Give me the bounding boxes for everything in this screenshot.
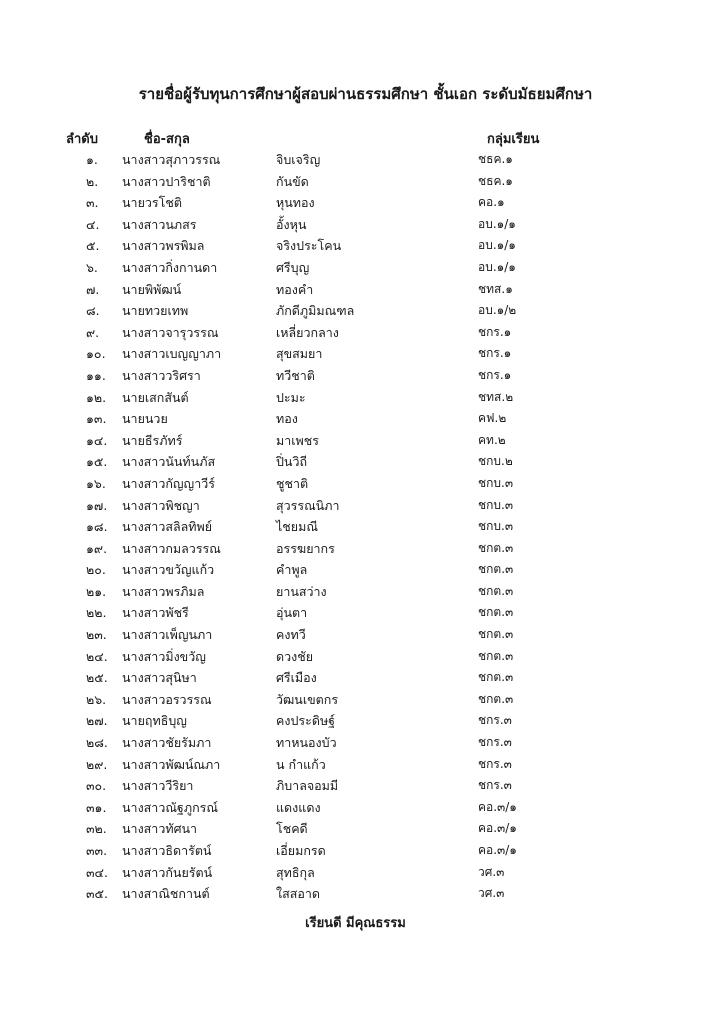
last-name: ชูชาติ bbox=[276, 475, 309, 491]
list-item bbox=[0, 625, 711, 647]
row-number: ๒. bbox=[86, 173, 99, 189]
last-name: จริงประโคน bbox=[276, 238, 342, 254]
row-number: ๘. bbox=[86, 303, 100, 319]
first-name: นางสาวธิดารัตน์ bbox=[122, 843, 212, 858]
row-number: ๗. bbox=[86, 281, 100, 297]
list-item bbox=[0, 711, 711, 733]
first-name: นางสาววีริยา bbox=[122, 778, 194, 794]
class-group: คท.๒ bbox=[478, 432, 506, 447]
row-number: ๕. bbox=[86, 238, 100, 254]
row-number: ๓๔. bbox=[86, 864, 108, 880]
last-name: ปะมะ bbox=[276, 389, 306, 405]
class-group: ชกร.๑ bbox=[478, 324, 512, 339]
last-name: ใสสอาด bbox=[276, 886, 321, 902]
first-name: นางสาวนันท์นภัส bbox=[122, 454, 216, 470]
class-group: ชกต.๓ bbox=[478, 648, 514, 663]
last-name: คงทวี bbox=[276, 627, 306, 643]
last-name: ดวงชัย bbox=[276, 648, 314, 664]
row-number: ๒๙. bbox=[86, 756, 108, 772]
class-group: อบ.๑/๑ bbox=[478, 216, 516, 231]
list-item bbox=[0, 690, 711, 712]
last-name: ไชยมณี bbox=[276, 519, 318, 535]
row-number: ๑๗. bbox=[86, 497, 108, 513]
class-group: วศ.๓ bbox=[478, 886, 505, 901]
first-name: นางสาวกิ่งกานดา bbox=[122, 259, 218, 275]
row-number: ๑๙. bbox=[86, 540, 108, 556]
list-item bbox=[0, 517, 711, 539]
last-name: เอี่ยมกรด bbox=[276, 843, 326, 858]
list-item bbox=[0, 884, 711, 906]
last-name: ยานสว่าง bbox=[276, 583, 327, 599]
row-number: ๓. bbox=[86, 195, 99, 211]
class-group: ชกบ.๓ bbox=[478, 519, 514, 534]
list-item bbox=[0, 409, 711, 431]
row-number: ๑๖. bbox=[86, 475, 106, 491]
page-title: รายชื่อผู้รับทุนการศึกษาผู้สอบผ่านธรรมศึกษา ชั้นเอก ระดับมัธยมศึกษา bbox=[138, 85, 593, 103]
header-order: ลำดับ bbox=[66, 132, 98, 147]
last-name: ภักดีภูมิมณฑล bbox=[276, 303, 355, 319]
class-group: ชทส.๒ bbox=[478, 389, 514, 404]
row-number: ๓๕. bbox=[86, 886, 108, 902]
row-number: ๒๖. bbox=[86, 691, 107, 707]
first-name: นางสาวทัศนา bbox=[122, 821, 198, 837]
class-group: ชกต.๓ bbox=[478, 605, 514, 620]
last-name: ทาหนองบัว bbox=[276, 735, 337, 751]
list-item bbox=[0, 733, 711, 755]
list-item bbox=[0, 150, 711, 172]
student-list bbox=[0, 150, 711, 906]
first-name: นายเสกสันต์ bbox=[122, 389, 189, 405]
first-name: นางสาวสุนิษา bbox=[122, 670, 197, 686]
first-name: นางสาวอรวรรณ bbox=[122, 691, 212, 707]
row-number: ๑๔. bbox=[86, 432, 108, 448]
list-item bbox=[0, 863, 711, 885]
last-name: น กำแก้ว bbox=[276, 756, 326, 772]
last-name: คงประดิษฐ์ bbox=[276, 713, 336, 729]
list-item bbox=[0, 819, 711, 841]
row-number: ๒๘. bbox=[86, 735, 108, 751]
last-name: กันขัด bbox=[276, 173, 309, 189]
first-name: นางสาวสลิลทิพย์ bbox=[122, 519, 213, 535]
class-group: ชกร.๓ bbox=[478, 735, 512, 750]
list-item bbox=[0, 474, 711, 496]
class-group: ชกต.๓ bbox=[478, 540, 514, 555]
list-item bbox=[0, 431, 711, 453]
row-number: ๖. bbox=[86, 259, 98, 275]
list-item bbox=[0, 496, 711, 518]
class-group: คฟ.๒ bbox=[478, 411, 507, 426]
list-item bbox=[0, 841, 711, 863]
row-number: ๑๓. bbox=[86, 411, 107, 427]
last-name: อุ่นตา bbox=[276, 605, 308, 621]
last-name: อั้งหุน bbox=[276, 216, 307, 232]
row-number: ๑๒. bbox=[86, 389, 107, 405]
list-item bbox=[0, 344, 711, 366]
last-name: มาเพชร bbox=[276, 432, 319, 448]
class-group: ชธค.๑ bbox=[478, 152, 513, 166]
row-number: ๒๔. bbox=[86, 648, 108, 664]
last-name: อรรฆยากร bbox=[276, 540, 335, 556]
class-group: ชกบ.๒ bbox=[478, 454, 513, 469]
header-group: กลุ่มเรียน bbox=[487, 132, 540, 147]
first-name: นางสาวกันยรัตน์ bbox=[122, 864, 213, 880]
class-group: ชกร.๓ bbox=[478, 778, 512, 793]
list-item bbox=[0, 647, 711, 669]
list-item bbox=[0, 323, 711, 345]
first-name: นางสาวนภสร bbox=[122, 216, 197, 232]
class-group: ชกร.๑ bbox=[478, 346, 512, 361]
first-name: นางสาววริศรา bbox=[122, 367, 201, 383]
first-name: นายพิพัฒน์ bbox=[122, 281, 182, 297]
last-name: ศรีบุญ bbox=[276, 259, 310, 275]
first-name: นางสาวปาริชาติ bbox=[122, 173, 211, 189]
first-name: นายทวยเทพ bbox=[122, 303, 189, 319]
row-number: ๓๐. bbox=[86, 778, 107, 794]
list-item bbox=[0, 215, 711, 237]
last-name: ศรีเมือง bbox=[276, 670, 317, 686]
last-name: สุขสมยา bbox=[276, 346, 323, 362]
last-name: โชคดี bbox=[276, 821, 308, 837]
list-item bbox=[0, 236, 711, 258]
class-group: ชกร.๓ bbox=[478, 713, 512, 728]
row-number: ๑๐. bbox=[86, 346, 106, 362]
row-number: ๒๗. bbox=[86, 713, 108, 729]
class-group: คอ.๓/๑ bbox=[478, 799, 517, 814]
row-number: ๒๒. bbox=[86, 605, 107, 621]
first-name: นางสาวเพ็ญนภา bbox=[122, 627, 213, 643]
last-name: เหลี่ยวกลาง bbox=[276, 324, 339, 340]
class-group: คอ.๓/๑ bbox=[478, 843, 517, 857]
last-name: วัฒนเขตกร bbox=[276, 691, 339, 707]
last-name: ทอง bbox=[276, 411, 298, 427]
class-group: ชกร.๑ bbox=[478, 367, 512, 382]
last-name: คำพูล bbox=[276, 562, 308, 578]
class-group: คอ.๓/๑ bbox=[478, 821, 517, 836]
last-name: แดงแดง bbox=[276, 799, 321, 815]
first-name: นางสาวชัยรัมภา bbox=[122, 735, 212, 751]
list-item bbox=[0, 539, 711, 561]
first-name: นางสาวขวัญแก้ว bbox=[122, 562, 215, 578]
last-name: ปิ่นวิถี bbox=[276, 454, 308, 470]
row-number: ๑๕. bbox=[86, 454, 108, 470]
list-item bbox=[0, 193, 711, 215]
first-name: นางสาวจารุวรรณ bbox=[122, 324, 219, 340]
row-number: ๒๕. bbox=[86, 670, 108, 686]
row-number: ๓๒. bbox=[86, 821, 107, 837]
list-item bbox=[0, 452, 711, 474]
list-item bbox=[0, 582, 711, 604]
first-name: นางสาวพิชญา bbox=[122, 497, 200, 513]
row-number: ๔. bbox=[86, 216, 100, 232]
list-item bbox=[0, 258, 711, 280]
row-number: ๓๓. bbox=[86, 843, 108, 858]
first-name: นายวรโชติ bbox=[122, 195, 182, 211]
first-name: นางสาวพรพิมล bbox=[122, 238, 205, 254]
footer-motto: เรียนดี มีคุณธรรม bbox=[305, 916, 406, 931]
class-group: อบ.๑/๑ bbox=[478, 238, 516, 253]
class-group: ชกต.๓ bbox=[478, 583, 514, 598]
list-item bbox=[0, 388, 711, 410]
first-name: นางสาวพัชรี bbox=[122, 605, 189, 621]
last-name: สุวรรณนิภา bbox=[276, 497, 340, 513]
row-number: ๓๑. bbox=[86, 799, 107, 815]
row-number: ๑. bbox=[86, 152, 98, 167]
first-name: นางสาณิชกานต์ bbox=[122, 886, 210, 902]
first-name: นางสาวเบญญาภา bbox=[122, 346, 222, 362]
class-group: ชกต.๓ bbox=[478, 670, 514, 685]
class-group: ชกต.๓ bbox=[478, 562, 514, 577]
class-group: ชธค.๑ bbox=[478, 173, 513, 188]
last-name: ภิบาลจอมมี bbox=[276, 778, 339, 794]
class-group: อบ.๑/๑ bbox=[478, 259, 516, 274]
first-name: นางสาวณัฐภูกรณ์ bbox=[122, 799, 218, 815]
list-item bbox=[0, 755, 711, 777]
class-group: ชกบ.๓ bbox=[478, 475, 514, 490]
class-group: ชกร.๓ bbox=[478, 756, 512, 771]
class-group: คอ.๑ bbox=[478, 195, 505, 210]
class-group: ชทส.๑ bbox=[478, 281, 513, 296]
list-item bbox=[0, 280, 711, 302]
header-name: ชื่อ-สกุล bbox=[144, 132, 190, 147]
list-item bbox=[0, 366, 711, 388]
last-name: ทวีชาติ bbox=[276, 367, 315, 383]
first-name: นางสาวพัฒน์ณภา bbox=[122, 756, 221, 772]
row-number: ๙. bbox=[86, 324, 100, 340]
first-name: นางสาวพรภิมล bbox=[122, 583, 205, 599]
list-item bbox=[0, 668, 711, 690]
class-group: อบ.๑/๒ bbox=[478, 303, 517, 318]
first-name: นางสาวกมลวรรณ bbox=[122, 540, 221, 556]
row-number: ๑๘. bbox=[86, 519, 108, 535]
last-name: สุทธิกุล bbox=[276, 864, 315, 880]
list-item bbox=[0, 560, 711, 582]
first-name: นางสาวสุภาวรรณ bbox=[122, 152, 221, 167]
first-name: นายฤทธิบุญ bbox=[122, 713, 187, 729]
class-group: ชกต.๓ bbox=[478, 691, 514, 706]
row-number: ๑๑. bbox=[86, 367, 106, 383]
list-item bbox=[0, 603, 711, 625]
row-number: ๒๓. bbox=[86, 627, 107, 643]
first-name: นางสาวกัญญาวีร์ bbox=[122, 475, 215, 491]
list-item bbox=[0, 301, 711, 323]
last-name: ทองคำ bbox=[276, 281, 314, 297]
class-group: ชกบ.๓ bbox=[478, 497, 514, 512]
list-item bbox=[0, 798, 711, 820]
class-group: ชกต.๓ bbox=[478, 627, 514, 642]
row-number: ๒๑. bbox=[86, 583, 107, 599]
last-name: หุนทอง bbox=[276, 195, 315, 211]
list-item bbox=[0, 172, 711, 194]
first-name: นายธีรภัทร์ bbox=[122, 432, 183, 448]
list-item bbox=[0, 776, 711, 798]
last-name: จิบเจริญ bbox=[276, 152, 321, 167]
class-group: วศ.๓ bbox=[478, 864, 505, 879]
first-name: นางสาวมิ่งขวัญ bbox=[122, 648, 206, 664]
row-number: ๒๐. bbox=[86, 562, 106, 578]
first-name: นายนวย bbox=[122, 411, 168, 427]
